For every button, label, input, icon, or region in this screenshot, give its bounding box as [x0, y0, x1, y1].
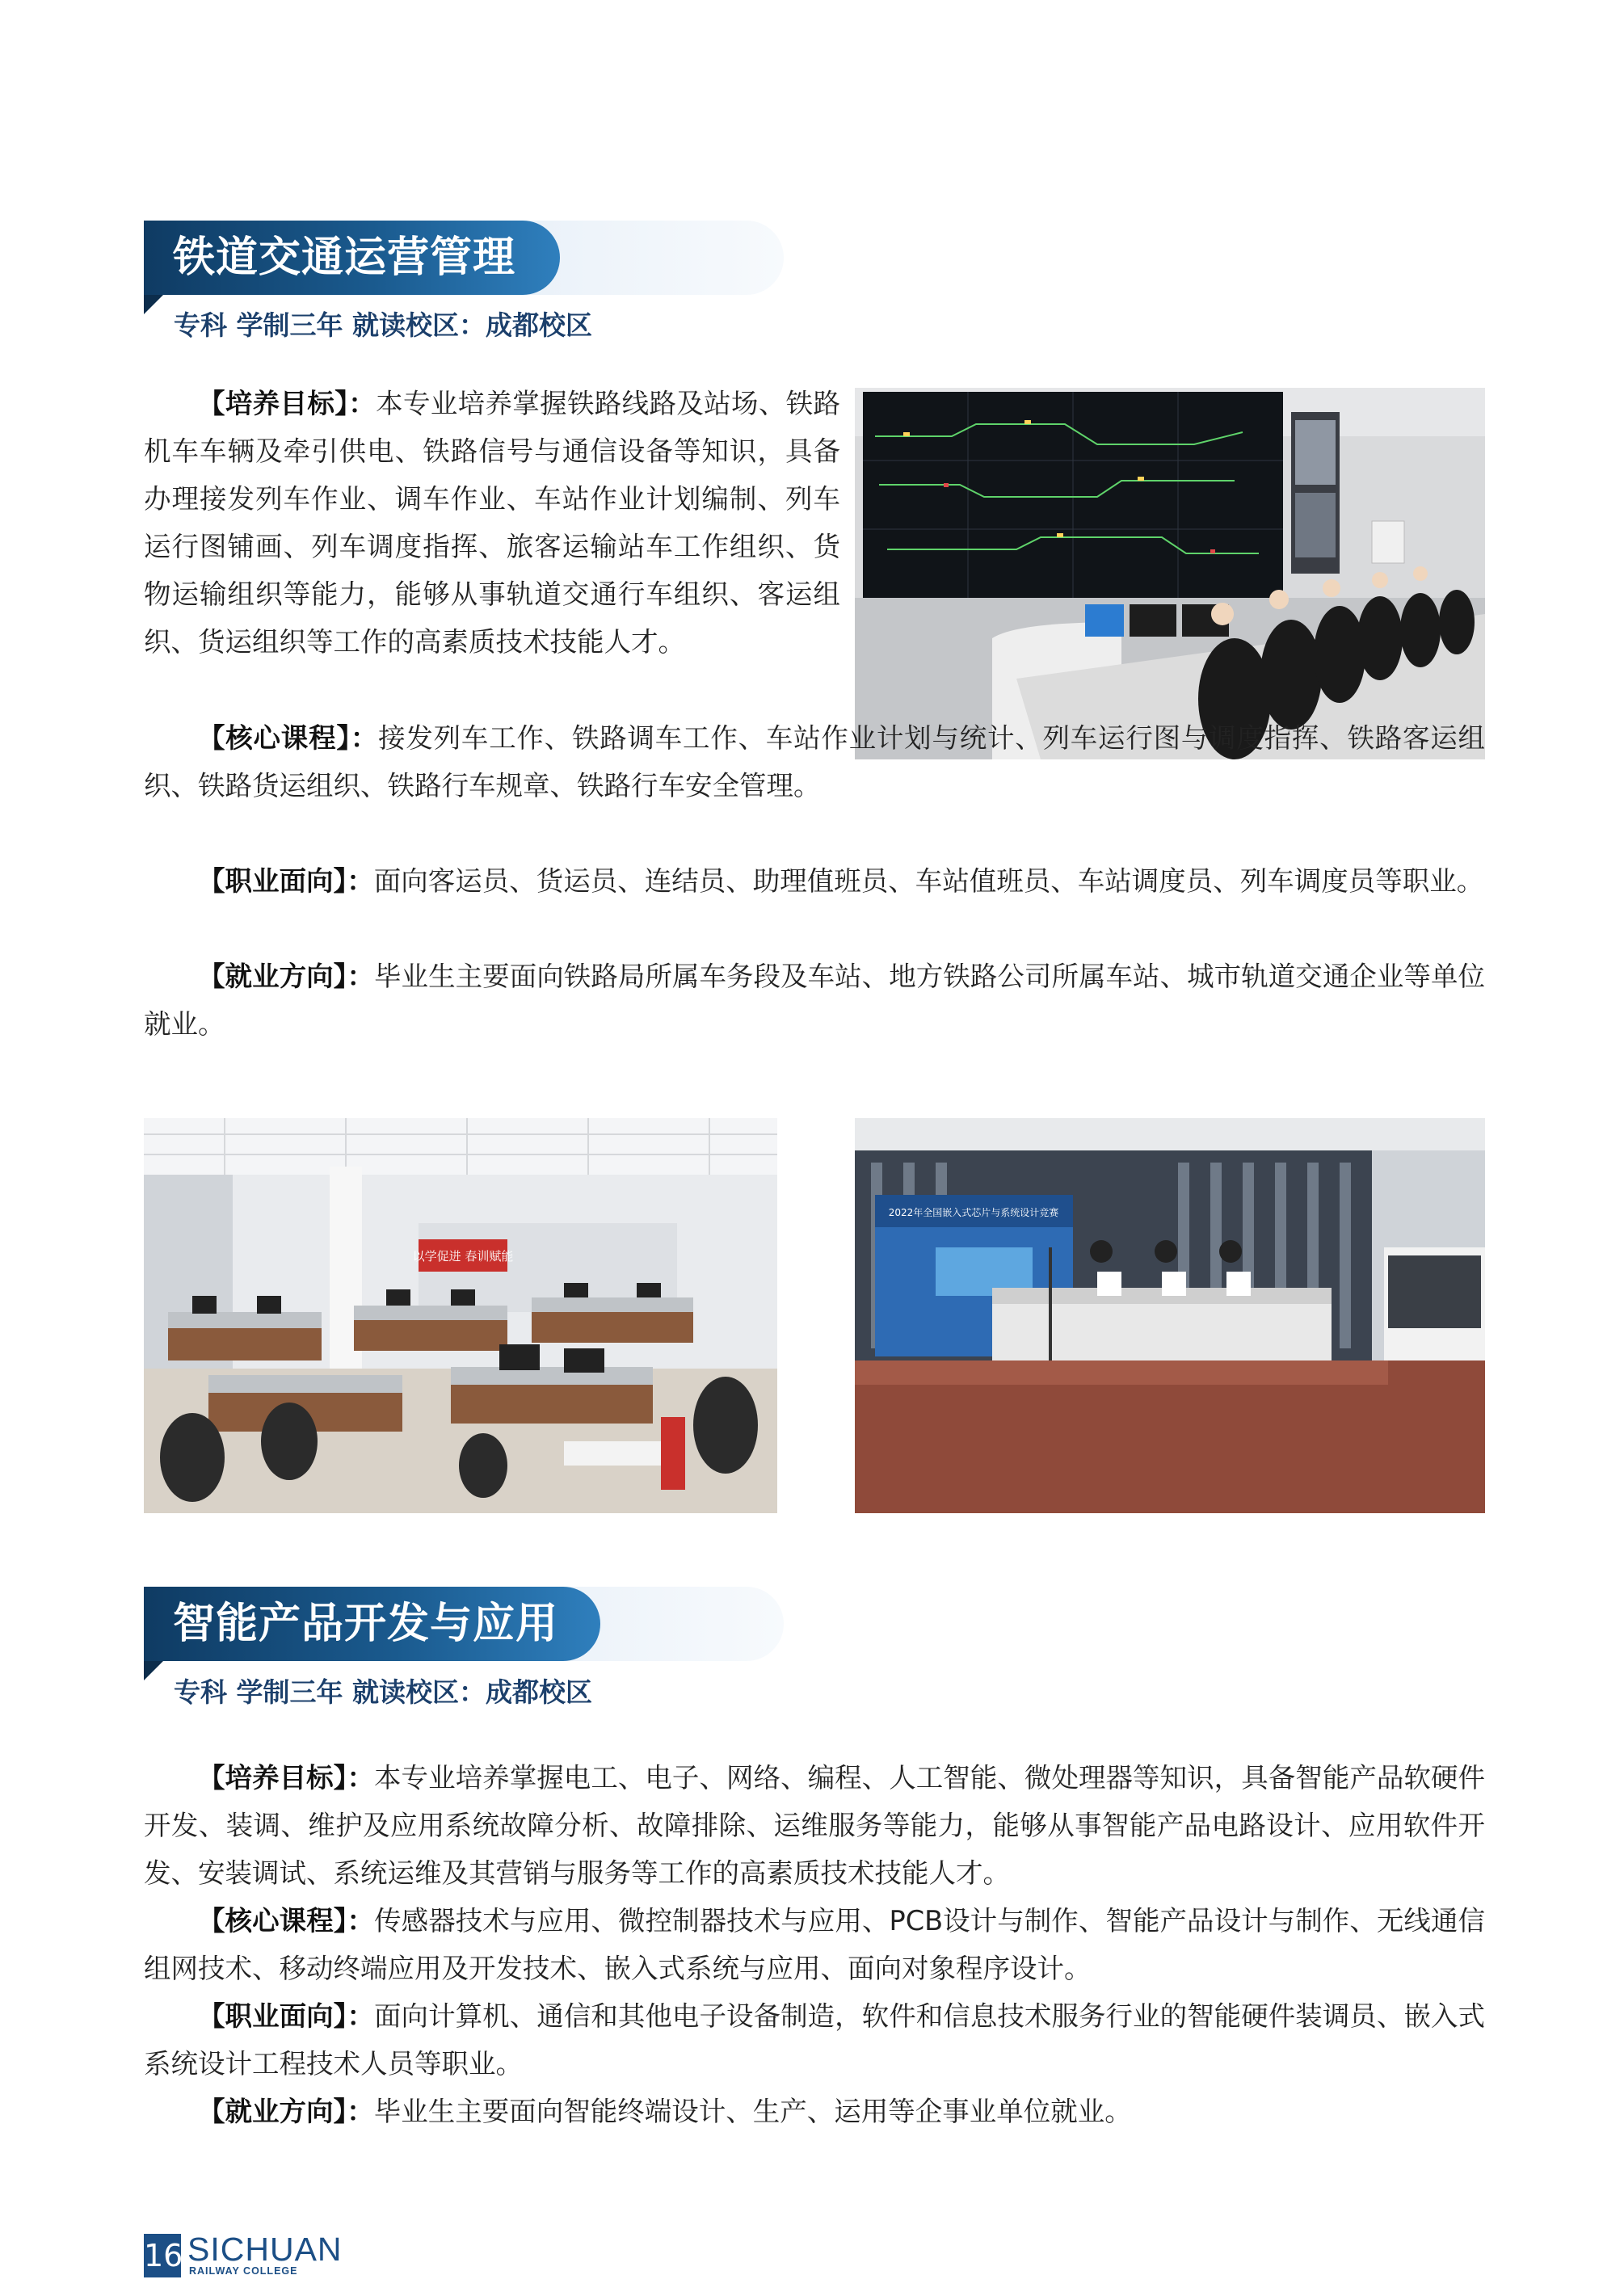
job-label: 【职业面向】： [198, 865, 374, 897]
section1-job [144, 857, 1485, 905]
page-number: 16 [144, 2234, 181, 2277]
course-label: 【核心课程】： [198, 722, 379, 754]
section2-course [144, 1897, 1485, 1992]
section2-goal [144, 1754, 1485, 1897]
event-backdrop-text: 2022年全国嵌入式芯片与系统设计竞赛 [888, 1207, 1059, 1218]
goal-label: 【培养目标】： [198, 1762, 375, 1794]
employment-text: 毕业生主要面向智能终端设计、生产、运用等企事业单位就业。 [373, 2096, 1132, 2127]
section1-header [144, 221, 790, 301]
section1-goal [144, 380, 840, 666]
college-logo-text: SICHUAN [187, 2231, 343, 2268]
job-text: 面向客运员、货运员、连结员、助理值班员、车站值班员、车站调度员、列车调度员等职业。 [373, 865, 1484, 897]
goal-text: 本专业培养掌握电工、电子、网络、编程、人工智能、微处理器等知识，具备智能产品软硬件开发、装调、维护及应用系统故障分析、故障排除、运维服务等能力，能够从事智能产品电路设计、应用软件开发、安装调试、系统运维及其营销与服务等工作的高素质技术技能人才。 [144, 1762, 1486, 1889]
course-text: 传感器技术与应用、微控制器技术与应用、PCB设计与制作、智能产品设计与制作、无线通信组网技术、移动终端应用及开发技术、嵌入式系统与应用、面向对象程序设计。 [144, 1905, 1486, 1984]
goal-label: 【培养目标】： [198, 388, 377, 419]
section2-employment [144, 2088, 1485, 2135]
office-banner-text: 以学促进 春训赋能 [412, 1249, 514, 1264]
header-fold [144, 1661, 163, 1680]
competition-photo [855, 1118, 1485, 1513]
control-room-photo [855, 388, 1485, 759]
section1-course [144, 714, 1485, 810]
course-label: 【核心课程】： [198, 1905, 375, 1937]
section1-title: 铁道交通运营管理 [173, 233, 516, 282]
college-logo-subtext: RAILWAY COLLEGE [189, 2265, 298, 2277]
section1-subtitle: 专科 学制三年 就读校区：成都校区 [174, 309, 592, 341]
job-text: 面向计算机、通信和其他电子设备制造，软件和信息技术服务行业的智能硬件装调员、嵌入式系统设计工程技术人员等职业。 [144, 2000, 1486, 2080]
job-label: 【职业面向】： [198, 2000, 375, 2032]
office-photo [144, 1118, 777, 1513]
goal-text: 本专业培养掌握铁路线路及站场、铁路机车车辆及牵引供电、铁路信号与通信设备等知识，具备办理接发列车作业、调车作业、车站作业计划编制、列车运行图铺画、列车调度指挥、旅客运输站车工作组织、货物运输组织等能力，能够从事轨道交通行车组织、客运组织、货运组织等工作的高素质技术技能人才。 [144, 388, 840, 658]
employment-text: 毕业生主要面向铁路局所属车务段及车站、地方铁路公司所属车站、城市轨道交通企业等单位就业。 [144, 961, 1486, 1040]
section2-subtitle: 专科 学制三年 就读校区：成都校区 [174, 1676, 592, 1708]
section2-title: 智能产品开发与应用 [173, 1600, 559, 1648]
employment-label: 【就业方向】： [198, 2096, 374, 2127]
section2-header [144, 1587, 790, 1667]
section1-employment [144, 953, 1485, 1048]
employment-label: 【就业方向】： [198, 961, 375, 992]
section2-job [144, 1992, 1485, 2088]
course-text: 接发列车工作、铁路调车工作、车站作业计划与统计、列车运行图与调度指挥、铁路客运组织、铁路货运组织、铁路行车规章、铁路行车安全管理。 [144, 722, 1486, 801]
header-fold [144, 295, 163, 314]
